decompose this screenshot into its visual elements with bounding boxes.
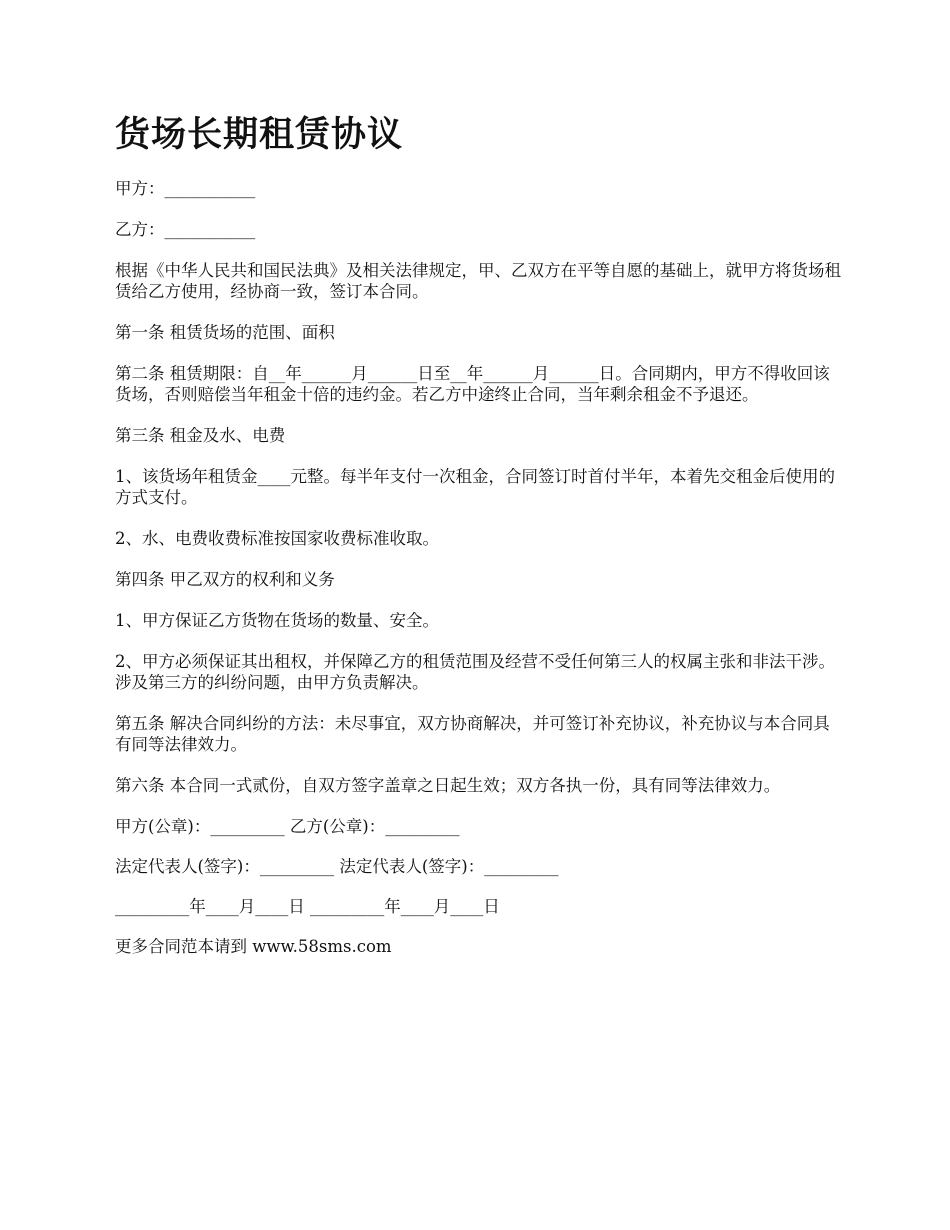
article-4-item-1: 1、甲方保证乙方货物在货场的数量、安全。 <box>115 611 439 630</box>
party-a-line: 甲方：___________ <box>115 179 256 198</box>
contract-document <box>115 112 843 977</box>
date-line: _________年____月____日 _________年____月____日 <box>115 897 500 916</box>
article-1-heading: 第一条 租赁货场的范围、面积 <box>115 323 335 342</box>
article-3-heading: 第三条 租金及水、电费 <box>115 426 286 445</box>
article-6-paragraph: 第六条 本合同一式贰份，自双方签字盖章之日起生效；双方各执一份，具有同等法律效力。 <box>115 776 781 795</box>
article-3-item-1: 1、该货场年租赁金____元整。每半年支付一次租金，合同签订时首付半年，本着先交租金后使用的方式支付。 <box>115 467 835 507</box>
article-4-item-2: 2、甲方必须保证其出租权，并保障乙方的租赁范围及经营不受任何第三人的权属主张和非法干涉。涉及第三方的纠纷问题，由甲方负责解决。 <box>115 652 835 692</box>
article-5-paragraph: 第五条 解决合同纠纷的方法：未尽事宜，双方协商解决，并可签订补充协议，补充协议与本合同具有同等法律效力。 <box>115 714 830 754</box>
document-title: 货场长期租赁协议 <box>115 115 404 155</box>
footer-note: 更多合同范本请到 www.58sms.com <box>115 937 392 956</box>
seal-signature-line: 甲方(公章)：_________ 乙方(公章)：_________ <box>115 817 460 836</box>
article-3-item-2: 2、水、电费收费标准按国家收费标准收取。 <box>115 529 439 548</box>
preamble-paragraph: 根据《中华人民共和国民法典》及相关法律规定，甲、乙双方在平等自愿的基础上，就甲方将货场租赁给乙方使用，经协商一致，签订本合同。 <box>115 261 841 301</box>
party-b-line: 乙方：___________ <box>115 220 256 239</box>
article-2-paragraph: 第二条 租赁期限：自__年______月______日至__年______月______日。合同期内，甲方不得收回该货场，否则赔偿当年租金十倍的违约金。若乙方中途终止合同，当年剩余租金不予退还。 <box>115 364 830 404</box>
article-4-heading: 第四条 甲乙双方的权利和义务 <box>115 570 335 589</box>
representative-signature-line: 法定代表人(签字)：_________ 法定代表人(签字)：_________ <box>115 857 559 876</box>
